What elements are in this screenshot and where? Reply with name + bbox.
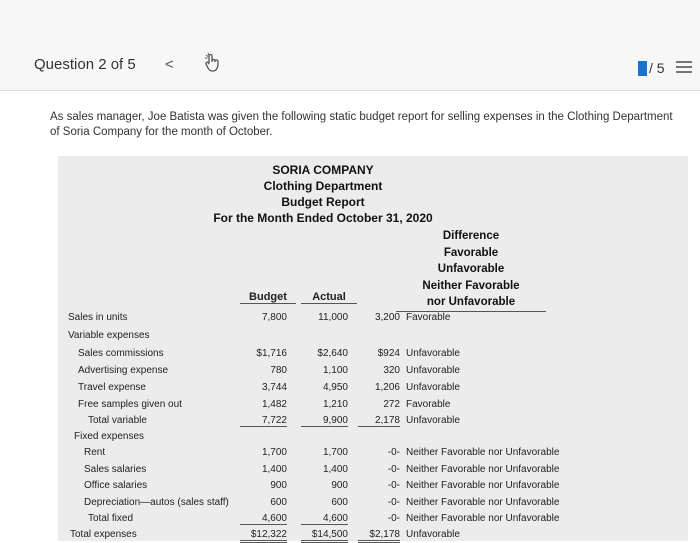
- difference-label: Unfavorable: [406, 382, 460, 393]
- difference-label: Favorable: [406, 312, 451, 323]
- report-name: Budget Report: [281, 195, 365, 209]
- difference-value: 272: [383, 399, 400, 410]
- difference-value: -0-: [387, 513, 400, 524]
- budget-value: 1,700: [261, 447, 287, 458]
- row-label: Sales salaries: [84, 464, 147, 475]
- report-title: [58, 162, 588, 226]
- actual-value: 4,600: [301, 513, 348, 525]
- difference-value: -0-: [387, 497, 400, 508]
- budget-value: 4,600: [240, 513, 287, 525]
- row-label: Sales in units: [68, 312, 128, 323]
- budget-value: 7,800: [261, 312, 287, 323]
- row-label: Fixed expenses: [74, 431, 145, 442]
- question-title: Question 2 of 5: [34, 56, 136, 73]
- actual-value: 900: [331, 480, 348, 491]
- difference-value: 2,178: [358, 415, 400, 427]
- difference-value: -0-: [387, 447, 400, 458]
- actual-value: $2,640: [317, 348, 348, 359]
- actual-value: 1,400: [322, 464, 348, 475]
- row-label: Travel expense: [78, 382, 146, 393]
- difference-header: Difference Favorable Unfavorable Neither Favorable nor Unfavorable: [396, 228, 546, 312]
- department-name: Clothing Department: [263, 179, 383, 193]
- company-name: SORIA COMPANY: [272, 163, 374, 177]
- difference-label: Neither Favorable nor Unfavorable: [406, 464, 560, 475]
- actual-column-header: Actual: [301, 291, 357, 304]
- budget-value: 1,400: [261, 464, 287, 475]
- back-button[interactable]: <: [165, 56, 174, 73]
- budget-value: 7,722: [240, 415, 287, 427]
- actual-value: 4,950: [322, 382, 348, 393]
- budget-value: 900: [270, 480, 287, 491]
- difference-label: Neither Favorable nor Unfavorable: [406, 447, 560, 458]
- budget-value: $12,322: [240, 529, 287, 543]
- difference-value: -0-: [387, 464, 400, 475]
- top-bar: [0, 0, 700, 91]
- difference-label: Unfavorable: [406, 348, 460, 359]
- row-label: Depreciation—autos (sales staff): [84, 497, 229, 508]
- current-page-indicator: [638, 61, 647, 76]
- page-total: / 5: [649, 60, 665, 76]
- actual-value: 11,000: [318, 312, 348, 323]
- actual-value: 9,900: [301, 415, 348, 427]
- difference-label: Unfavorable: [406, 365, 460, 376]
- difference-label: Neither Favorable nor Unfavorable: [406, 497, 560, 508]
- actual-value: 1,210: [322, 399, 348, 410]
- budget-value: 600: [270, 497, 287, 508]
- difference-label: Neither Favorable nor Unfavorable: [406, 480, 560, 491]
- budget-value: 3,744: [261, 382, 287, 393]
- list-icon[interactable]: [676, 61, 692, 75]
- difference-value: 3,200: [374, 312, 400, 323]
- hand-pointer-icon[interactable]: [203, 52, 223, 74]
- difference-label: Favorable: [406, 399, 451, 410]
- actual-value: 1,100: [322, 365, 348, 376]
- difference-value: 1,206: [374, 382, 400, 393]
- report-period: For the Month Ended October 31, 2020: [213, 211, 433, 225]
- row-label: Total variable: [88, 415, 147, 426]
- difference-value: $924: [377, 348, 400, 359]
- budget-column-header: Budget: [240, 291, 296, 304]
- budget-report: [58, 156, 688, 541]
- actual-value: 600: [331, 497, 348, 508]
- difference-value: -0-: [387, 480, 400, 491]
- row-label: Total expenses: [70, 529, 137, 540]
- difference-label: Unfavorable: [406, 415, 460, 426]
- actual-value: 1,700: [322, 447, 348, 458]
- row-label: Office salaries: [84, 480, 148, 491]
- budget-value: 1,482: [261, 399, 287, 410]
- row-label: Free samples given out: [78, 399, 182, 410]
- question-pager[interactable]: [638, 60, 665, 76]
- budget-value: $1,716: [256, 348, 287, 359]
- actual-value: $14,500: [301, 529, 348, 543]
- difference-value: $2,178: [358, 529, 400, 543]
- row-label: Total fixed: [88, 513, 134, 524]
- row-label: Variable expenses: [68, 330, 150, 341]
- difference-value: 320: [383, 365, 400, 376]
- budget-value: 780: [270, 365, 287, 376]
- row-label: Rent: [84, 447, 106, 458]
- question-intro: As sales manager, Joe Batista was given the following static budget report for selling expenses in the Clothing Department of Soria Company for the month of October.: [50, 111, 673, 138]
- difference-label: Neither Favorable nor Unfavorable: [406, 513, 560, 524]
- row-label: Advertising expense: [78, 365, 169, 376]
- difference-label: Unfavorable: [406, 529, 460, 540]
- row-label: Sales commissions: [78, 348, 164, 359]
